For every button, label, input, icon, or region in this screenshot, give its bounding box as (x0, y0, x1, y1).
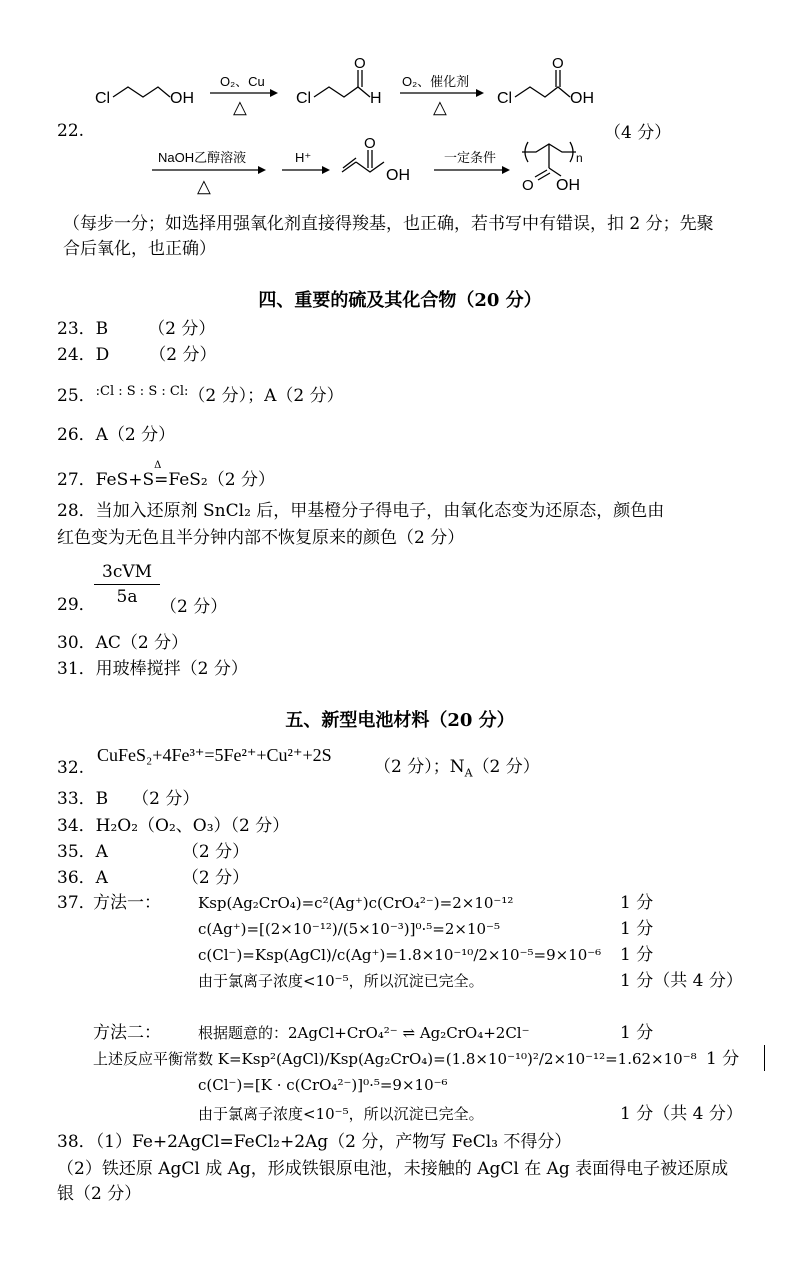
q37-m1-line4: 由于氯离子浓度<10⁻⁵，所以沉淀已完全。 (198, 972, 484, 990)
q27-eq-left: FeS+S (95, 470, 155, 490)
q27-condition: Δ (154, 460, 162, 471)
mol-chloropropanal (296, 55, 382, 107)
q31-answer: 31．用玻棒搅拌（2 分） (57, 659, 248, 679)
q23-score: （2 分） (148, 319, 216, 339)
arrow1-above: O₂、Cu (220, 74, 265, 89)
q37-m2-line1: 根据题意的：2AgCl+CrO₄²⁻ ⇌ Ag₂CrO₄+2Cl⁻ (198, 1024, 530, 1042)
q37-m2-line3: c(Cl⁻)=[K · c(CrO₄²⁻)]⁰·⁵=9×10⁻⁶ (198, 1076, 448, 1094)
q25-formula: :Cl : S : S : Cl: (95, 384, 189, 399)
q32-score (374, 756, 540, 784)
q34-answer: 34．H₂O₂（O₂、O₃）（2 分） (57, 816, 290, 836)
q24-answer (57, 344, 217, 366)
q23-num: 23．B (57, 319, 109, 339)
q38-line3: 银（2 分） (57, 1184, 142, 1204)
arrow1-below: △ (233, 97, 247, 117)
q37-num: 37． (57, 893, 96, 913)
arrow-2 (400, 74, 484, 117)
q30-answer: 30．AC（2 分） (57, 633, 189, 653)
q32-score-b: （2 分） (472, 757, 540, 777)
q36-answer (57, 867, 249, 889)
q29-num: 29． (57, 595, 96, 615)
q32-score-a: （2 分）；N (374, 757, 465, 777)
mol5-oh: OH (556, 177, 580, 194)
mol-polyacrylic-acid (522, 142, 583, 194)
q32-score-sub: A (464, 766, 473, 780)
q38-line1: 38．（1）Fe+2AgCl=FeCl₂+2Ag（2 分，产物写 FeCl₃ 不得分） (57, 1132, 572, 1152)
q37-m2-line4: 由于氯离子浓度<10⁻⁵，所以沉淀已完全。 (198, 1105, 484, 1123)
q28-line2: 红色变为无色且半分钟内部不恢复原来的颜色（2 分） (57, 528, 465, 548)
q25-rest: （2 分）；A（2 分） (188, 386, 344, 406)
q38-line2: （2）铁还原 AgCl 成 Ag，形成铁银原电池，未接触的 AgCl 在 Ag 表面得电子被还原成 (57, 1159, 729, 1179)
q29-numerator: 3cVM (94, 560, 160, 585)
q27-score: （2 分） (207, 470, 275, 490)
q24-score: （2 分） (149, 345, 217, 365)
mol4-o: O (364, 135, 376, 152)
q29-fraction (94, 560, 160, 609)
q29-score: （2 分） (160, 597, 228, 617)
mol4-oh: OH (386, 167, 410, 184)
q37-m1-score1: 1 分 (620, 893, 654, 913)
mol1-oh: OH (170, 90, 194, 107)
q25-answer (57, 385, 344, 409)
arrow3-above: NaOH乙醇溶液 (158, 150, 247, 165)
q37-m2-score3: 1 分（共 4 分） (620, 1104, 743, 1124)
section5-title: 五、新型电池材料（20 分） (285, 710, 515, 731)
q37-m2-score2: 1 分 (706, 1049, 740, 1069)
q22-number: 22. (57, 121, 85, 141)
q37-method2-label: 方法二： (93, 1023, 161, 1043)
arrow4-above: H⁺ (295, 150, 312, 165)
mol3-o: O (552, 55, 564, 72)
arrow-5 (434, 150, 510, 174)
mol2-h: H (370, 90, 382, 107)
q27-answer: 27．FeS+S Δ =FeS₂（2 分） (57, 469, 275, 491)
q37-m1-line2: c(Ag⁺)=[(2×10⁻¹²)/(5×10⁻³)]⁰·⁵=2×10⁻⁵ (198, 920, 500, 938)
q37-m1-score3: 1 分 (620, 945, 654, 965)
q27-eq-right: FeS₂ (168, 470, 208, 490)
q22-note-line1: （每步一分；如选择用强氧化剂直接得羧基，也正确，若书写中有错误，扣 2 分；先聚 (63, 214, 714, 234)
q25-num: 25． (57, 386, 96, 406)
q37-m2-line2: 上述反应平衡常数 K=Ksp²(AgCl)/Ksp(Ag₂CrO₄)=(1.8×10⁻¹⁰)²/2×10⁻¹²=1.62×10⁻⁸ (93, 1050, 697, 1068)
mol-chloropropanol (95, 87, 194, 107)
q33-score: （2 分） (132, 789, 200, 809)
mol-acrylic-acid (342, 135, 410, 184)
q28-line1: 28．当加入还原剂 SnCl₂ 后，甲基橙分子得电子，由氧化态变为还原态，颜色由 (57, 501, 665, 521)
arrow2-above: O₂、催化剂 (402, 74, 470, 89)
q37-m1-line3: c(Cl⁻)=Ksp(AgCl)/c(Ag⁺)=1.8×10⁻¹⁰/2×10⁻⁵=9×10⁻⁶ (198, 946, 602, 964)
q37-method1-label: 方法一： (93, 893, 161, 913)
mol3-cl: Cl (497, 90, 513, 107)
q37-m1-line1: Ksp(Ag₂CrO₄)=c²(Ag⁺)c(CrO₄²⁻)=2×10⁻¹² (198, 894, 514, 912)
arrow2-below: △ (433, 97, 447, 117)
q33-answer (57, 788, 199, 810)
mol5-n: n (576, 151, 583, 165)
arrow-3 (152, 150, 266, 196)
q29-denominator: 5a (116, 587, 138, 607)
q35-num: 35．A (57, 842, 108, 862)
q36-num: 36．A (57, 868, 108, 888)
mol3-oh: OH (570, 90, 594, 107)
q37-m1-score2: 1 分 (620, 919, 654, 939)
mol2-cl: Cl (296, 90, 312, 107)
q35-score: （2 分） (181, 842, 250, 862)
q26-answer: 26．A（2 分） (57, 425, 176, 445)
margin-mark (764, 1045, 765, 1071)
q32-num: 32. (57, 758, 85, 778)
mol2-o: O (354, 55, 366, 72)
q37-m1-score4: 1 分（共 4 分） (620, 971, 743, 991)
q27-num: 27． (57, 470, 96, 490)
arrow5-above: 一定条件 (444, 150, 497, 165)
q35-answer (57, 841, 249, 863)
q22-score: （4 分） (604, 123, 672, 143)
section4-title: 四、重要的硫及其化合物（20 分） (258, 290, 542, 311)
q22-note-line2: 合后氧化，也正确） (63, 239, 216, 259)
q33-num: 33．B (57, 789, 109, 809)
q36-score: （2 分） (181, 868, 250, 888)
mol-chloropropanoic-acid (497, 55, 594, 107)
q32-equation: CuFeS₂+4Fe³⁺=5Fe²⁺+Cu²⁺+2S (97, 745, 332, 765)
q22-reaction-scheme (0, 0, 800, 205)
q24-num: 24．D (57, 345, 110, 365)
arrow-1 (210, 74, 278, 117)
q23-answer (57, 318, 215, 340)
arrow-4 (282, 150, 330, 174)
mol1-cl: Cl (95, 90, 111, 107)
mol5-o: O (522, 177, 534, 194)
arrow3-below: △ (197, 176, 211, 196)
q37-m2-score1: 1 分 (620, 1023, 654, 1043)
